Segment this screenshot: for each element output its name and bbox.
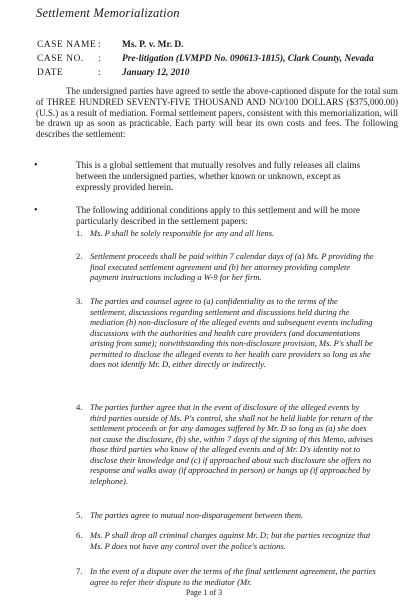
caption-separator: : [98, 40, 101, 50]
condition-number: 1. [76, 228, 83, 238]
condition-number: 3. [76, 296, 83, 306]
condition-number: 7. [76, 566, 83, 576]
condition-number: 5. [76, 510, 83, 520]
condition-text: Settlement proceeds shall be paid within 7 calendar days of (a) Ms. P providing the final executed settlement agreement and (b) her attorney providing complete payment instructions including a W-9 for her firm. [90, 251, 374, 282]
bullet-item [34, 205, 364, 227]
condition-item [76, 566, 376, 587]
condition-item [76, 402, 376, 486]
case-name-value: Ms. P. v. Mr. D. [122, 40, 184, 50]
condition-text: Ms. P shall drop all criminal charges against Mr. D; but the parties recognize that Ms. P does not have any control over the police's actions. [90, 530, 371, 551]
case-caption [37, 38, 407, 80]
date-label: DATE [37, 68, 64, 78]
case-no-label: CASE NO. [37, 54, 84, 64]
condition-number: 2. [76, 251, 83, 261]
intro-paragraph: The undersigned parties have agreed to settle the above-captioned dispute for the total sum of THREE HUNDRED SEVENTY-FIVE THOUSAND AND NO/100 DOLLARS ($375,000.00) (U.S.) as a result of mediation. Formal settlement papers, consistent with this memorialization, will be drawn up as soon as practicable. Each party will bear its own costs and fees. The following describes the settlement: [36, 86, 398, 140]
condition-text: Ms. P shall be solely responsible for any and all liens. [90, 228, 275, 238]
bullet-symbol: • [34, 205, 38, 216]
condition-text: The parties further agree that in the event of disclosure of the alleged events by third parties outside of Ms. P's control, she shall not be held liable for return of the settlement proceeds or for any damages suffered by Mr. D so long as (a) she does not cause the disclosure, (b) she, within 7 days of the signing of this Memo, advises those third parties who know of the alleged events and of Mr. D's identity not to disclose their knowledge and (c) if approached about such disclosure she offers no response and walks away (if approached in person) or hangs up (if approached by telephone). [90, 402, 373, 486]
caption-separator: : [98, 54, 101, 64]
caption-row-date [37, 66, 407, 80]
condition-item [76, 510, 376, 521]
caption-row-case-name [37, 38, 407, 52]
condition-text: In the event of a dispute over the terms of the final settlement agreement, the parties agree to refer their dispute to the mediator (Mr. [90, 566, 376, 587]
condition-text: The parties agree to mutual non-disparagement between them. [90, 510, 304, 520]
condition-number: 4. [76, 402, 83, 412]
condition-text: The parties and counsel agree to (a) confidentiality as to the terms of the settlement, discussions regarding settlement and discussions held during the mediation (b) non-disclosure of the alleged events and subsequent events including discussions with the authorities and health care providers (and documentations arising from same); notwithstanding this non-disclosure provision, Ms. P's shall be permitted to disclose the alleged events to her health care providers so long as she does not identify Mr. D, either directly or indirectly. [90, 296, 373, 369]
document-title: Settlement Memorialization [36, 6, 180, 20]
date-value: January 12, 2010 [122, 68, 190, 78]
bullet-symbol: • [34, 160, 38, 171]
caption-separator: : [98, 68, 101, 78]
bullet-item [34, 160, 364, 193]
condition-number: 6. [76, 530, 83, 540]
page-footer: Page 1 of 3 [185, 588, 223, 597]
case-no-value: Pre-litigation (LVMPD No. 090613-1815), Clark County, Nevada [122, 54, 374, 64]
condition-item [76, 228, 376, 239]
bullet-text: This is a global settlement that mutually resolves and fully releases all claims between the undersigned parties, whether known or unknown, except as expressly provided herein. [76, 160, 361, 192]
caption-row-case-no [37, 52, 407, 66]
condition-item [76, 251, 376, 283]
bullet-text: The following additional conditions apply to this settlement and will be more particularly described in the settlement papers: [76, 205, 360, 226]
condition-item [76, 530, 376, 551]
case-name-label: CASE NAME [37, 40, 97, 50]
condition-item [76, 296, 376, 370]
